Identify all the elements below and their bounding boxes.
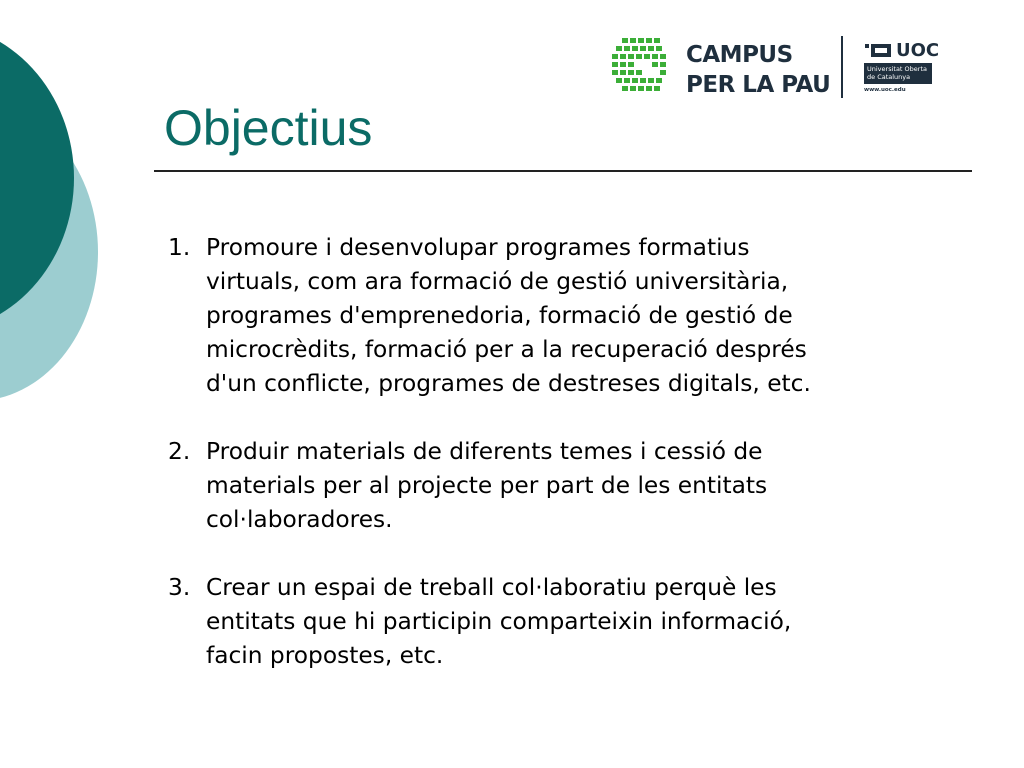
uoc-logo — [864, 40, 940, 96]
objective-number: 1. — [168, 234, 191, 261]
objective-line: microcrèdits, formació per a la recuperació després — [206, 336, 807, 363]
uoc-name: UOC — [896, 40, 940, 61]
objective-item — [168, 435, 988, 537]
objective-number: 2. — [168, 438, 191, 465]
objective-line: entitats que hi participin comparteixin informació, — [206, 608, 792, 635]
slide-title: Objectius — [164, 100, 373, 156]
header-logos — [608, 34, 938, 104]
objective-line: col·laboradores. — [206, 506, 393, 533]
objective-line: materials per al projecte per part de les entitats — [206, 472, 768, 499]
objective-number: 3. — [168, 574, 191, 601]
objective-line: Produir materials de diferents temes i cessió de — [206, 438, 763, 465]
objectives-list — [168, 231, 988, 707]
campus-per-la-pau-logo-icon — [610, 36, 672, 98]
campus-line-1: CAMPUS — [686, 42, 793, 68]
objective-line: virtuals, com ara formació de gestió universitària, — [206, 268, 789, 295]
uoc-line-2: de Catalunya — [867, 73, 911, 81]
objective-text — [206, 231, 966, 401]
objective-text — [206, 571, 966, 673]
uoc-web-address: www.uoc.edu — [864, 87, 906, 93]
objective-line: d'un conflicte, programes de destreses digitals, etc. — [206, 370, 811, 397]
campus-line-2: PER LA PAU — [686, 72, 831, 98]
objective-line: Promoure i desenvolupar programes formatius — [206, 234, 750, 261]
objective-line: facin propostes, etc. — [206, 642, 444, 669]
campus-per-la-pau-wordmark — [686, 40, 830, 100]
objective-line: Crear un espai de treball col·laboratiu perquè les — [206, 574, 777, 601]
uoc-line-1: Universitat Oberta — [867, 65, 927, 73]
uoc-name-plate — [864, 63, 932, 84]
objective-item — [168, 571, 988, 673]
objective-line: programes d'emprenedoria, formació de gestió de — [206, 302, 793, 329]
objective-item — [168, 231, 988, 401]
objective-text — [206, 435, 966, 537]
title-underline — [154, 170, 972, 172]
logo-divider — [841, 36, 843, 98]
